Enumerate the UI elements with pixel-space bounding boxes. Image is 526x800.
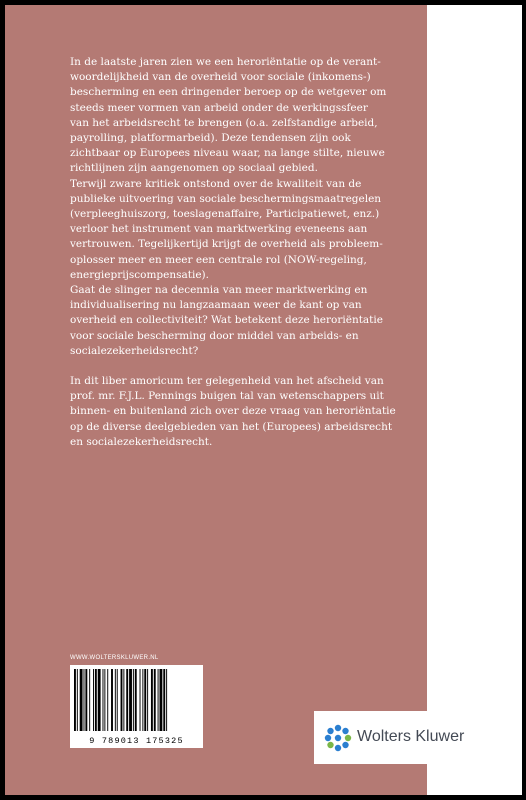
- frame-border-bottom: [0, 795, 526, 800]
- text-line: en socialezekerheidsrecht.: [70, 435, 213, 448]
- barcode-bar: [103, 669, 104, 731]
- barcode-bar: [166, 669, 167, 731]
- isbn-barcode: [70, 665, 203, 748]
- text-line: Gaat de slinger na decennia van meer marktwerking en: [70, 284, 368, 297]
- text-line: voor sociale bescherming door middel van arbeids- en: [70, 329, 359, 342]
- text-line: prof. mr. F.J.L. Pennings buigen tal van wetenschappers uit: [70, 390, 384, 403]
- text-line: publieke uitvoering van sociale beschermingsmaatregelen: [70, 192, 382, 205]
- barcode-bar: [89, 669, 90, 731]
- barcode-bars: [74, 669, 199, 731]
- barcode-bar: [95, 669, 97, 731]
- barcode-bar: [126, 669, 128, 731]
- barcode-bar: [140, 669, 141, 731]
- barcode-bar: [85, 669, 87, 731]
- text-line: socialezekerheidsrecht?: [70, 344, 199, 357]
- publisher-name: Wolters Kluwer: [357, 728, 465, 745]
- barcode-bar: [117, 669, 118, 731]
- barcode-bar: [160, 669, 163, 731]
- isbn-digits: 9 789013 175325: [89, 736, 184, 746]
- text-line: payrolling, platformarbeid). Deze tendensen zijn ook: [70, 132, 351, 145]
- text-line: energieprijscompensatie).: [70, 268, 209, 281]
- barcode-bar: [104, 669, 105, 731]
- barcode-bar: [154, 669, 156, 731]
- wolters-kluwer-logo-icon: [323, 723, 353, 753]
- barcode-bar: [135, 669, 137, 731]
- barcode-bar: [163, 669, 165, 731]
- text-line: overheid en collectiviteit? Wat betekent deze heroriëntatie: [70, 314, 383, 327]
- text-line: In de laatste jaren zien we een heroriëntatie op de verant-: [70, 56, 381, 68]
- barcode-bar: [111, 669, 113, 731]
- barcode-bar: [84, 669, 85, 731]
- text-line: zichtbaar op Europees niveau waar, na lange stilte, nieuwe: [70, 147, 385, 160]
- text-line: richtlijnen zijn aangenomen op sociaal gebied.: [70, 162, 318, 175]
- text-line: op de diverse deelgebieden van het (Europees) arbeidsrecht: [70, 420, 393, 433]
- text-line: vertrouwen. Tegelijkertijd krijgt de overheid als probleem-: [70, 238, 383, 251]
- barcode-bar: [123, 669, 124, 731]
- barcode-bar: [133, 669, 134, 731]
- barcode-bar: [77, 669, 78, 731]
- barcode-bar: [147, 669, 148, 731]
- text-line: van het arbeidsrecht te brengen (o.a. zelfstandige arbeid,: [70, 116, 378, 129]
- barcode-bar: [151, 669, 153, 731]
- text-line: individualisering nu langzaamaan weer de kant op van: [70, 299, 362, 312]
- barcode-bar: [158, 669, 159, 731]
- text-line: binnen- en buitenland zich over deze vraag van heroriëntatie: [70, 405, 396, 418]
- barcode-bar: [98, 669, 101, 731]
- text-line: bescherming en een dringender beroep op de wetgever om: [70, 86, 387, 99]
- barcode-bar: [115, 669, 116, 731]
- website-url[interactable]: WWW.WOLTERSKLUWER.NL: [70, 655, 159, 661]
- text-line: woordelijkheid van de overheid voor sociale (inkomens-): [70, 71, 371, 84]
- text-line: Terwijl zware kritiek ontstond over de kwaliteit van de: [70, 177, 362, 190]
- text-line: verloor het instrument van marktwerking eveneens aan: [70, 223, 368, 236]
- barcode-bar: [129, 669, 132, 731]
- frame-border-top: [0, 0, 526, 5]
- barcode-bar: [80, 669, 83, 731]
- publisher-logo: [314, 711, 497, 764]
- barcode-bar: [121, 669, 123, 731]
- barcode-bar: [142, 669, 143, 731]
- barcode-bar: [93, 669, 94, 731]
- paragraph-gap: [70, 359, 420, 374]
- text-line: oplosser meer en meer een centrale rol (NOW-regeling,: [70, 253, 367, 266]
- text-line: (verpleeghuiszorg, toeslagenaffaire, Participatiewet, enz.): [70, 208, 380, 221]
- barcode-bar: [107, 669, 108, 731]
- barcode-bar: [144, 669, 146, 731]
- barcode-bar: [74, 669, 76, 731]
- text-line: steeds meer vormen van arbeid onder de werkingssfeer: [70, 101, 368, 114]
- frame-border-left: [0, 0, 5, 800]
- frame-border-right: [522, 0, 526, 800]
- text-line: In dit liber amoricum ter gelegenheid van het afscheid van: [70, 375, 384, 388]
- blurb-text: [70, 55, 420, 450]
